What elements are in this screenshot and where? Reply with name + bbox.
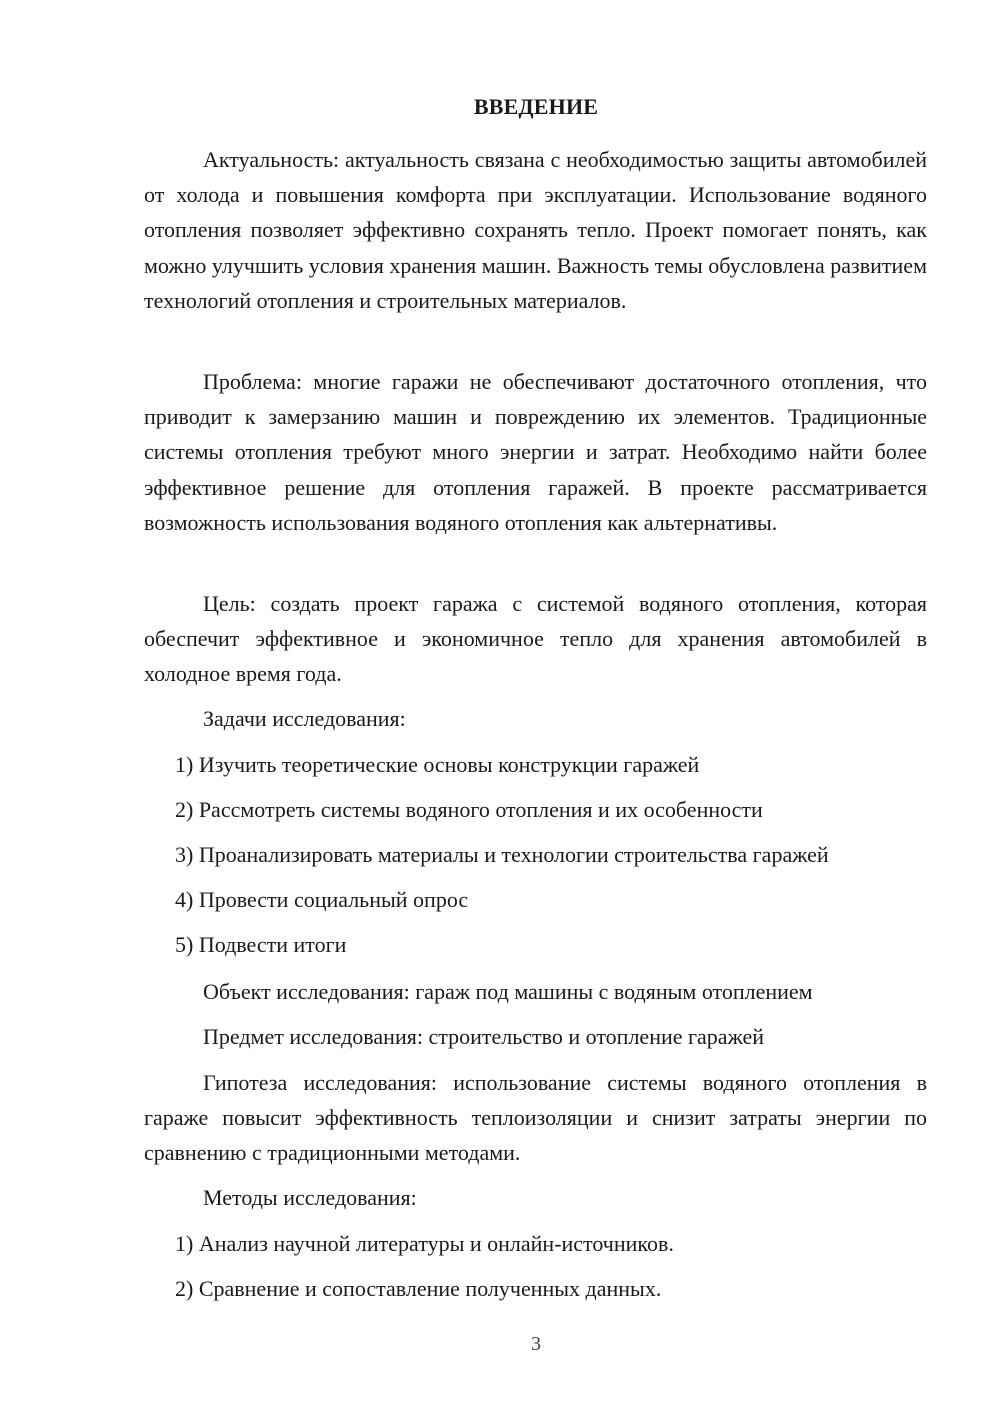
hypothesis-paragraph: Гипотеза исследования: использование системы водяного отопления в гараже повысит эффективность теплоизоляции и снизит затраты энергии по сравнению с традиционными методами.	[144, 1070, 927, 1166]
list-item: 3) Проанализировать материалы и технологии строительства гаражей	[175, 842, 829, 867]
list-item: 1) Анализ научной литературы и онлайн-источников.	[175, 1231, 674, 1256]
object-line: Объект исследования: гараж под машины с водяным отоплением	[203, 979, 813, 1004]
tasks-heading: Задачи исследования:	[203, 706, 406, 731]
list-item: 2) Рассмотреть системы водяного отопления и их особенности	[175, 797, 763, 822]
problem-paragraph: Проблема: многие гаражи не обеспечивают достаточного отопления, что приводит к замерзанию машин и повреждению их элементов. Традиционные системы отопления требуют много энергии и затрат. Необходимо найти более эффективное решение для отопления гаражей. В проекте рассматривается возможность использования водяного отопления как альтернативы.	[144, 369, 927, 535]
relevance-paragraph: Актуальность: актуальность связана с необходимостью защиты автомобилей от холода и повышения комфорта при эксплуатации. Использование водяного отопления позволяет эффективно сохранять тепло. Проект помогает понять, как можно улучшить условия хранения машин. Важность темы обусловлена развитием технологий отопления и строительных материалов.	[144, 147, 927, 313]
subject-line: Предмет исследования: строительство и отопление гаражей	[203, 1024, 765, 1049]
page-number: 3	[531, 1333, 541, 1355]
list-item: 2) Сравнение и сопоставление полученных данных.	[175, 1276, 662, 1301]
methods-heading: Методы исследования:	[203, 1185, 417, 1210]
page-title: ВВЕДЕНИЕ	[473, 94, 599, 119]
list-item: 1) Изучить теоретические основы конструкции гаражей	[175, 752, 700, 777]
list-item: 5) Подвести итоги	[175, 932, 347, 957]
list-item: 4) Провести социальный опрос	[175, 887, 469, 912]
goal-paragraph: Цель: создать проект гаража с системой водяного отопления, которая обеспечит эффективное и экономичное тепло для хранения автомобилей в холодное время года.	[144, 591, 927, 687]
